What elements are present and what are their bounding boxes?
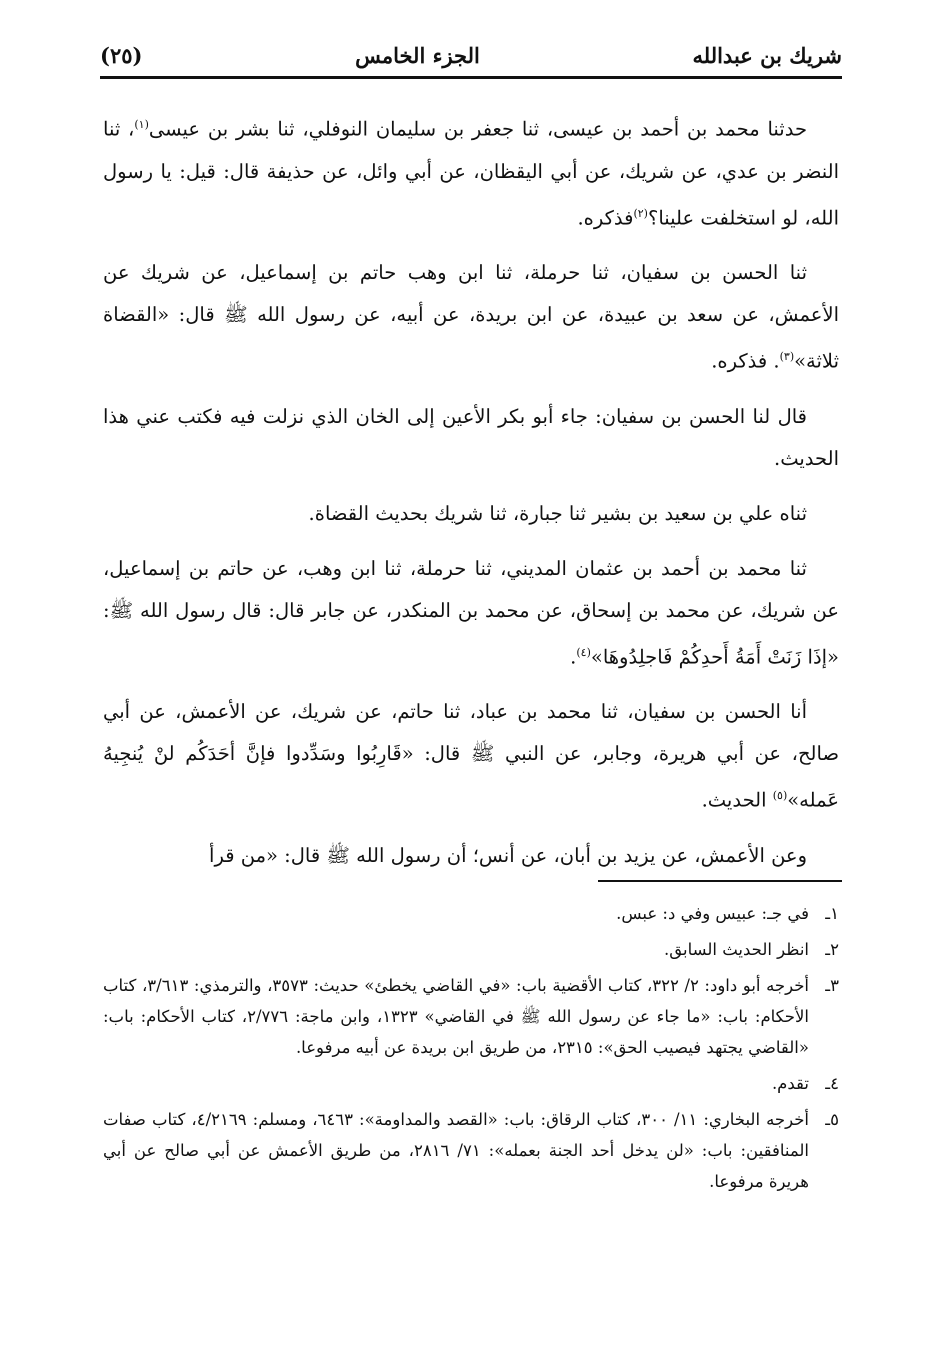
page-header bbox=[100, 38, 842, 72]
footnote-number: ٣ـ bbox=[825, 976, 840, 995]
footnote-number: ٢ـ bbox=[825, 940, 839, 959]
footnote bbox=[103, 934, 839, 965]
footnote-text: في جـ: عبيس وفي د: عبس. bbox=[616, 904, 809, 923]
footnote bbox=[103, 970, 839, 1063]
header-rule bbox=[100, 76, 842, 79]
footnote-text: انظر الحديث السابق. bbox=[664, 940, 809, 959]
footnote-text: تقدم. bbox=[771, 1074, 809, 1093]
footnote-ref: (٢) bbox=[633, 206, 648, 220]
paragraph: قال لنا الحسن بن سفيان: جاء أبو بكر الأعين إلى الخان الذي نزلت فيه فكتب عني هذا الحديث. bbox=[103, 404, 839, 470]
footnote-text: أخرجه البخاري: ١١/ ٣٠٠، كتاب الرقاق: باب: «القصد والمداومة»: ٦٤٦٣، ومسلم: ٤/٢١٦٩، كتاب صفات المنافقين: باب: «لن يدخل أحد الجنة بعمله»: ٧١/ ٢٨١٦، من طريق الأعمش عن أبي صالح عن أبي هريرة مرفوعا. bbox=[103, 1110, 810, 1191]
footnote-number: ٤ـ bbox=[825, 1074, 839, 1093]
footnotes bbox=[103, 898, 839, 1202]
footnote-ref: (٣) bbox=[779, 350, 795, 363]
footnote-number: ١ـ bbox=[825, 904, 839, 923]
footnote-number: ٥ـ bbox=[825, 1110, 840, 1129]
header-page-number: (٢٥) bbox=[100, 42, 143, 68]
header-author: شريك بن عبدالله bbox=[692, 42, 842, 68]
paragraph: ثناه علي بن سعيد بن بشير ثنا جبارة، ثنا شريك بحديث القضاة. bbox=[308, 501, 807, 525]
footnote bbox=[103, 1068, 839, 1099]
footnote-separator bbox=[598, 880, 842, 882]
footnote-ref: (٥) bbox=[772, 789, 788, 802]
footnote-text: أخرجه أبو داود: ٢/ ٣٢٢، كتاب الأقضية باب: «في القاضي يخطئ» حديث: ٣٥٧٣، والترمذي: ٣/٦١٣، كتاب الأحكام: باب: «ما جاء عن رسول الله ﷺ في القاضي» ١٣٢٣، وابن ماجة: ٢/٧٧٦، كتاب الأحكام: باب: «القاضي يجتهد فيصيب الحق»: ٢٣١٥، من طريق ابن بريدة عن أبيه مرفوعا. bbox=[103, 976, 810, 1057]
paragraph: ثنا الحسن بن سفيان، ثنا حرملة، ثنا ابن وهب حاتم بن إسماعيل، عن شريك عن الأعمش، عن سعد بن عبيدة، عن ابن بريدة، عن أبيه، عن رسول الله ﷺ قال: «القضاة ثلاثة»$^{(٣)}$. فذكره. bbox=[103, 261, 839, 373]
paragraph: ثنا محمد بن أحمد بن عثمان المديني، ثنا حرملة، ثنا ابن وهب، عن حاتم بن إسماعيل، عن شريك، عن محمد بن إسحاق، عن محمد بن المنكدر، عن جابر قال: قال رسول الله ﷺ: «إذَا زَنَتْ أَمَةُ أَحدِكُمْ فَاجلِدُوهَا»$^{(٤)}$. bbox=[103, 556, 839, 668]
footnote bbox=[103, 1104, 839, 1197]
body-text bbox=[103, 104, 839, 890]
footnote-ref: (١) bbox=[134, 118, 149, 131]
paragraph: حدثنا محمد بن أحمد بن عيسى، ثنا جعفر بن سليمان النوفلي، ثنا بشر بن عيسى$^{(١)}$، ثنا النضر بن عدي، عن شريك، عن أبي اليقظان، عن أبي وائل، عن حذيفة قال: قيل: يا رسول الله، لو استخلفت علينا؟$^{(٢)}$فذكره. bbox=[103, 117, 839, 229]
footnote bbox=[103, 898, 839, 929]
footnote-ref: (٤) bbox=[576, 645, 591, 659]
paragraph: وعن الأعمش، عن يزيد بن أبان، عن أنس؛ أن رسول الله ﷺ قال: «من قرأ bbox=[209, 843, 807, 867]
header-volume: الجزء الخامس bbox=[355, 42, 480, 68]
paragraph: أنا الحسن بن سفيان، ثنا محمد بن عباد، ثنا حاتم، عن شريك، عن الأعمش، عن أبي صالح، عن أبي هريرة، وجابر، عن النبي ﷺ قال: «قَارِبُوا وسَدِّدوا فإنَّ أحَدَكُم لنْ يُنجِيهُ عَمله»$^{(٥)}$ الحديث. bbox=[103, 700, 839, 812]
